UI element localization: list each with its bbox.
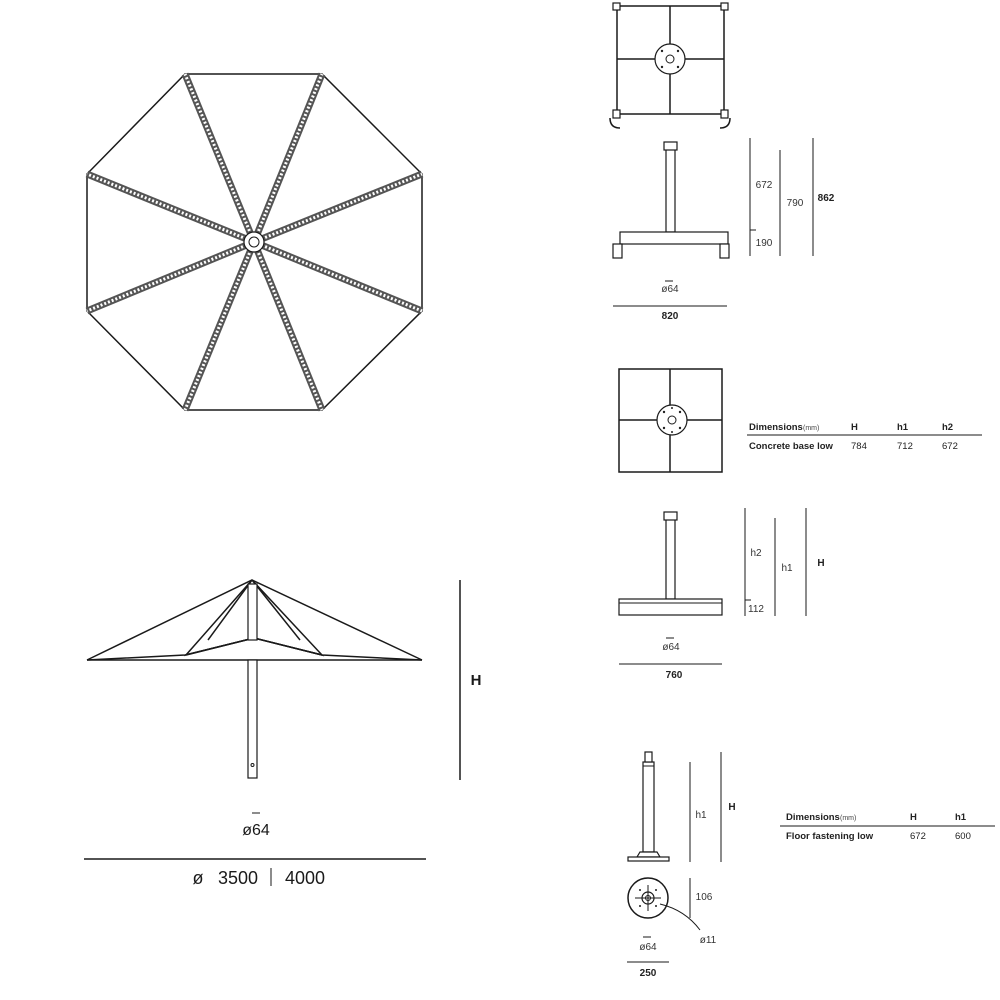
floor-value-H: 672 bbox=[910, 831, 926, 842]
canopy-top-view bbox=[87, 74, 422, 410]
size-3500: 3500 bbox=[217, 868, 259, 888]
main-height-label: H bbox=[470, 672, 482, 689]
floor-width: 250 bbox=[639, 968, 657, 979]
size-prefix: ø bbox=[192, 868, 204, 888]
floor-plate-top-view bbox=[627, 878, 717, 979]
floor-side-view bbox=[628, 752, 736, 862]
floor-table-title: Dimensions bbox=[786, 812, 840, 823]
canopy-hub bbox=[244, 232, 264, 252]
floor-header-h1: h1 bbox=[955, 812, 967, 823]
concrete-lower: 112 bbox=[748, 604, 764, 615]
floor-H-label: H bbox=[728, 802, 736, 813]
concrete-table-unit: (mm) bbox=[803, 425, 820, 432]
crossbase-width: 820 bbox=[661, 311, 679, 322]
floor-bolt-diameter: ø11 bbox=[699, 935, 717, 946]
concrete-table-title: Dimensions bbox=[749, 422, 803, 433]
concrete-value-H: 784 bbox=[851, 441, 867, 452]
umbrella-mast bbox=[248, 660, 257, 778]
floor-row-label: Floor fastening low bbox=[786, 831, 874, 842]
floor-plate-106: 106 bbox=[695, 892, 713, 903]
floor-table-unit: (mm) bbox=[840, 815, 857, 822]
floor-header-H: H bbox=[910, 812, 917, 823]
crossbase-h-total-b: 862 bbox=[817, 193, 835, 204]
concrete-row-label: Concrete base low bbox=[749, 441, 833, 452]
concrete-h1-label: h1 bbox=[781, 563, 793, 574]
crossbase-h-upper: 672 bbox=[755, 180, 773, 191]
concrete-H-label: H bbox=[817, 558, 825, 569]
crossbase-h-lower: 190 bbox=[755, 238, 773, 249]
concrete-header-H: H bbox=[851, 422, 858, 433]
floor-value-h1: 600 bbox=[955, 831, 971, 842]
concrete-width: 760 bbox=[665, 670, 683, 681]
concrete-value-h1: 712 bbox=[897, 441, 913, 452]
concrete-header-h1: h1 bbox=[897, 422, 909, 433]
concrete-h2-label: h2 bbox=[750, 548, 762, 559]
main-diameter-label: ø64 bbox=[242, 822, 270, 839]
floor-h1-label: h1 bbox=[695, 810, 707, 821]
concrete-header-h2: h2 bbox=[942, 422, 954, 433]
crossbase-top-view bbox=[610, 3, 730, 128]
floor-dimensions-table bbox=[780, 812, 995, 842]
concrete-diameter: ø64 bbox=[662, 642, 680, 653]
floor-diameter: ø64 bbox=[639, 942, 657, 953]
concrete-side-view bbox=[619, 508, 825, 681]
concrete-top-view bbox=[619, 369, 722, 472]
umbrella-side-view bbox=[84, 580, 481, 888]
size-4000: 4000 bbox=[284, 868, 326, 888]
crossbase-h-total-a: 790 bbox=[786, 198, 804, 209]
crossbase-side-view bbox=[613, 138, 835, 322]
crossbase-diameter: ø64 bbox=[661, 284, 679, 295]
concrete-value-h2: 672 bbox=[942, 441, 958, 452]
concrete-dimensions-table bbox=[747, 422, 982, 452]
